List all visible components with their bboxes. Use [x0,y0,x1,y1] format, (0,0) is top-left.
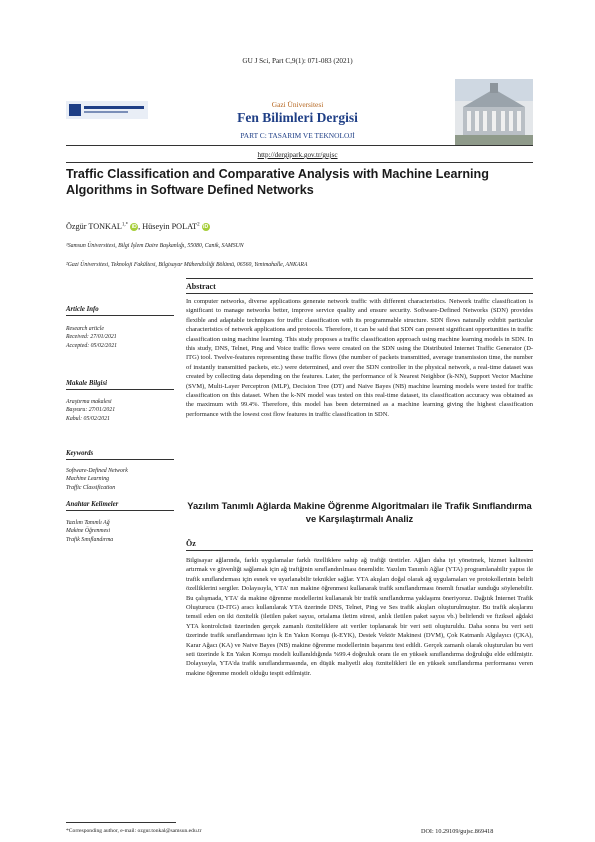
anahtar-kelime: Trafik Sınıflandırma [66,536,114,543]
received-date: Received: 27/01/2021 [66,334,117,341]
accepted-date: Accepted: 05/02/2021 [66,342,118,349]
journal-part: PART C: TASARIM VE TEKNOLOJİ [240,131,355,140]
journal-url-link[interactable]: http://dergipark.gov.tr/gujsc [257,151,338,159]
corresponding-author-footnote: *Corresponding author, e-mail: ozgur.tonkal@samsun.edu.tr [66,828,202,834]
makale-turu: Araştırma makalesi [66,399,112,405]
orcid-icon[interactable]: iD [203,224,209,230]
affiliation-2: ²Gazi Üniversitesi, Teknoloji Fakültesi, Bilgisayar Mühendisliği Bölümü, 06560, Yenimahalle, ANKARA [66,262,308,268]
author-2-affiliation-mark: 2 [197,222,200,228]
keywords-list [66,467,174,492]
makale-bilgisi-heading: Makale Bilgisi [66,380,174,390]
abstract-rule [186,278,533,279]
article-info-list [66,325,174,350]
oz-heading: Öz [186,539,196,548]
paper-title: Traffic Classification and Comparative Analysis with Machine Learning Algorithms in Software Defined Networks [66,167,489,197]
affiliation-1: ¹Samsun Üniversitesi, Bilgi İşlem Daire Başkanlığı, 55080, Canik, SAMSUN [66,243,244,249]
footnote-rule [66,822,176,823]
author-2: Hüseyin POLAT [142,222,198,231]
oz-text: Bilgisayar ağlarında, farklı uygulamalar farklı özelliklere sahip ağ trafiği üretirler. Ağları daha iyi yönetmek, hizmet kalitesini artırmak ve güvenliği sağlamak için ağ trafiğinin sınıflandırılması önemlidir. Yazılım Tanımlı Ağlar (YTA) programlanabilir yapısı ile trafik sınıflandırması için esnek ve uyarlanabilir teknikler sağlar. YTA akışları doğal olarak ağ uygulamaları ve protokollerinin belirli özelliklerini sergiler. Dolayısıyla, YTA' nın makine öğrenmesi kullanarak trafik sınıflandırması önemli fırsatlar sunduğu söylenebilir. Bu çalışmada, YTA' da makine öğrenme modellerini kullanarak bir trafik sınıflandırma yaklaşımı öneriyoruz. Dağıtık İnternet Trafik Oluşturucu (D-ITG) aracı kullanılarak YTA üzerinde DNS, Telnet, Ping ve Ses trafik akışları oluşturulmuştur. Bu trafik akışlarını temsil eden on iki öznitelik (iletilen paket sayısı, ortalama iletim süresi, anlık iletilen paket sayısı vb.) belirlendi ve fiziksel ağdaki YTA kontrolcüsü üzerinden gerçek zamanlı özniteliklere ait veriler toplanarak bir veri seti oluşturuldu. Daha sonra bu veri seti üzerinde trafik sınıflandırması için k En Yakın Komşu (k-EYK), Destek Vektör Makinesi (DVM), Çok Katmanlı Algılayıcı (ÇKA), Karar Ağacı (KA) ve Naive Bayes (NB) makine öğrenme modellerinin başarımı test edildi. Gerçek zamanlı olarak oluşturulan bu veri seti üzerinde k En Yakın Komşu modeli kullanıldığında %99.4 doğruluk oranı ile en yüksek sınıflandırma doğruluğu elde edilmiştir. Dolayısıyla, YTA'da trafik sınıflandırmasında, en düşük maliyetli akış öznitelikleri ile en yüksek sınıflandırma performansı veren makine öğrenme modeli olduğu tespit edilmiştir. [186,557,533,677]
anahtar-kelimeler-list [66,519,174,544]
header-rule-top [66,145,533,146]
article-info-heading: Article Info [66,306,174,316]
keyword: Traffic Classification [66,484,116,491]
abstract-heading: Abstract [186,282,216,291]
university-name: Gazi Üniversitesi [271,100,324,109]
turkish-title: Yazılım Tanımlı Ağlarda Makine Öğrenme Algoritmaları ile Trafik Sınıflandırma ve Karşılaştırmalı Analiz [187,500,532,524]
keyword: Machine Learning [66,476,109,483]
anahtar-kelimeler-heading: Anahtar Kelimeler [66,501,174,511]
oz-heading-rule [186,550,533,551]
author-line: Özgür $TONKAL^{1,*}$ iD, Hüseyin POLAT$^2$ iD [66,222,209,231]
header-rule-bottom [66,162,533,163]
abstract-heading-rule [186,293,533,294]
article-type: Research article [66,326,104,332]
author-1: Özgür TONKAL [66,222,122,231]
doi[interactable]: DOI: 10.29109/gujsc.869418 [421,828,494,835]
keywords-heading: Keywords [66,450,174,460]
author-1-affiliation-mark: 1,* [121,222,129,228]
anahtar-kelime: Yazılım Tanımlı Ağ [66,520,110,526]
keyword: Software-Defined Network [66,468,128,474]
abstract-text: In computer networks, diverse applications generate network traffic with different characteristics. Network traffic classification is significant to manage networks better, improve service quality and ensure security. Software-Defined Networks (SDN) provides flexible and adaptable techniques for traffic classification with its programmable structure. SDN flows naturally exhibit particular characteristics of network applications and protocols. Therefore, it can be said that SDN can present significant opportunities in traffic classification using machine learning. This study proposes a traffic classification approach using machine learning models in SDN. In this study, DNS, Telnet, Ping and Voice traffic flows were created on the SDN using the Distributed Internet Traffic Generator (D-ITG) tool. Twelve-features representing these traffic flows (the number of packets transmitted, average transmission time, the number of instantly transmitted packets, etc.) were determined, and over the SDN controller in the physical network, a real-time dataset was created by collecting data depending on the features. Later, the performance of k Nearest Neighbor (k-NN), Support Vector Machine (SVM), Multi-Layer Perceptron (MLP), Decision Tree (DT) and Naive Bayes (NB) machine learning models were tested for traffic classification on this dataset. When the k-NN model was tested on this real-time dataset, its classification accuracy was obtained as the maximum with 99.4%. Therefore, this model has been determined as a machine learning giving the highest classification performance with the lowest cost flow features in traffic classification in SDN. [186,298,533,418]
journal-reference: GU J Sci, Part C,9(1): 071-083 (2021) [242,57,353,65]
anahtar-kelime: Makine Öğrenmesi [66,528,111,535]
makale-bilgisi-list [66,398,174,423]
basvuru-tarihi: Başvuru: 27/01/2021 [66,407,116,414]
orcid-icon[interactable]: iD [131,224,137,230]
kabul-tarihi: Kabul: 05/02/2021 [66,415,110,422]
journal-name: Fen Bilimleri Dergisi [237,110,358,125]
